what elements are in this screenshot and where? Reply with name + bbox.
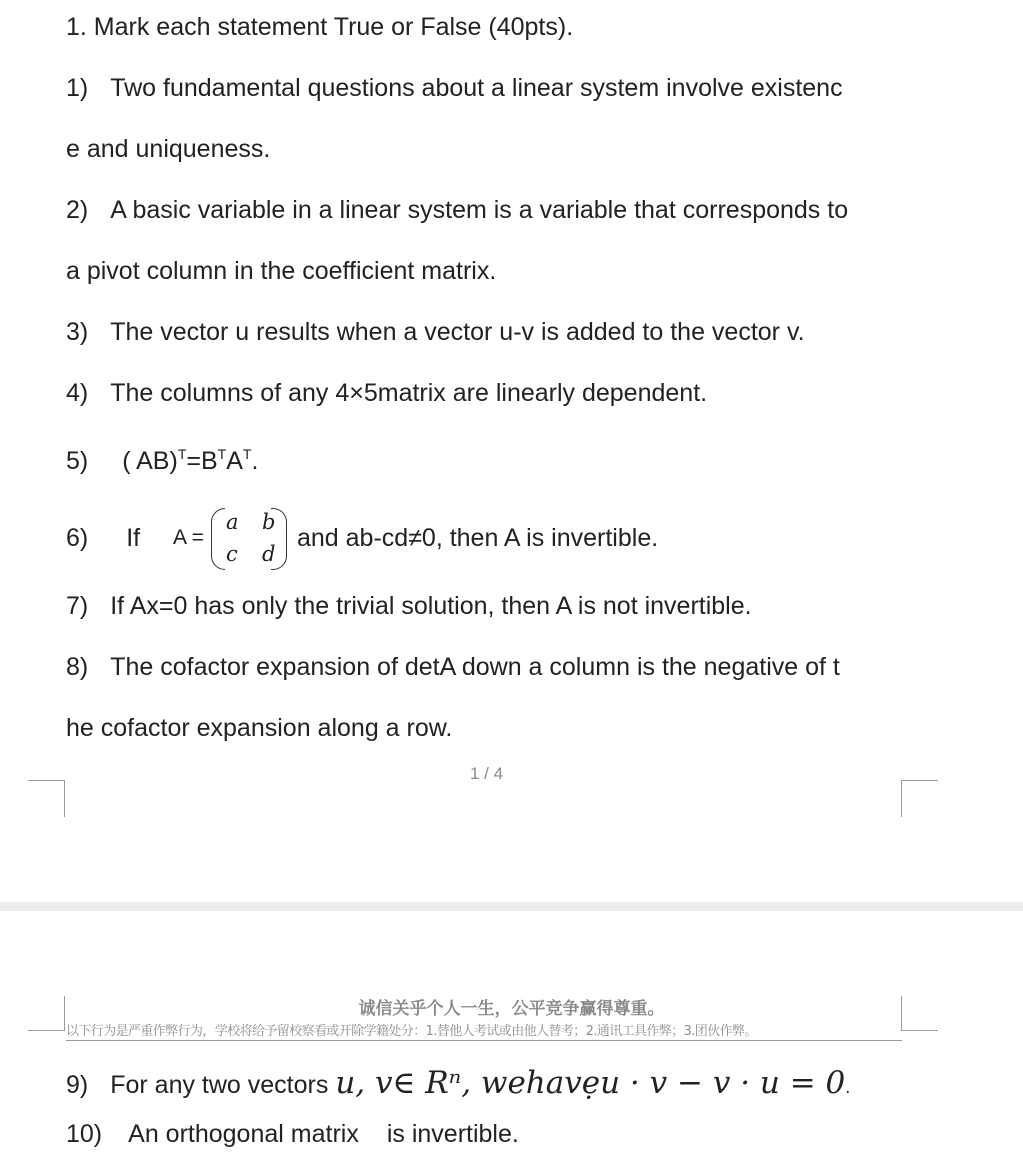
period: . [251,447,259,475]
statement-5 [66,439,258,476]
header-note: 以下行为是严重作弊行为，学校将给予留校察看或开除学籍处分：1.替他人考试或由他人替考；2.通讯工具作弊；3.团伙作弊。 [66,1024,757,1039]
item-number: 6) [66,524,89,552]
item-number: 2) [66,196,89,224]
statement-text-cont: is invertible. [386,1120,519,1148]
matrix-a [173,506,293,572]
statement-6 [66,523,140,553]
statement-1-cont: e and uniqueness. [66,135,271,163]
page-separator [0,902,1023,911]
statement-text: An orthogonal matrix [128,1120,359,1148]
sup-t: T [242,446,252,462]
matrix-cell: b [262,510,276,534]
statement-6-rest: and ab-cd≠0, then A is invertible. [297,524,659,552]
transpose-a: A [226,447,243,475]
item-number: 4) [66,379,89,407]
statement-3 [66,317,805,347]
sup-t: T [177,446,187,462]
statement-1 [66,73,843,103]
item-number: 5) [66,447,89,475]
statement-4 [66,378,707,408]
section-heading: 1. Mark each statement True or False (40pts). [66,13,574,41]
statement-text: If Ax=0 has only the trivial solution, then A is not invertible. [110,592,752,620]
matrix-cell: d [262,542,276,566]
header-rule [66,1040,902,1041]
page-number: 1 / 4 [470,764,504,783]
statement-9 [66,1065,851,1102]
item-number: 1) [66,74,89,102]
statement-text: The cofactor expansion of detA down a column is the negative of t [110,653,840,681]
statement-text: A basic variable in a linear system is a variable that corresponds to [110,196,849,224]
statement-text: For any two vectors [110,1071,329,1099]
math-expression: u, v∈ Rⁿ, wehavẹu · v − v · u = 0 [335,1065,846,1101]
item-number: 9) [66,1071,89,1099]
crop-mark [28,780,65,817]
transpose-b: =B [186,447,218,475]
statement-7 [66,591,752,621]
statement-text: The vector u results when a vector u-v is added to the vector v. [110,318,805,346]
matrix-cell: c [226,542,238,566]
crop-mark [901,780,938,817]
statement-2 [66,195,848,225]
statement-text: Two fundamental questions about a linear system involve existenc [110,74,843,102]
left-paren [211,508,225,570]
item-number: 3) [66,318,89,346]
transpose-lhs: ( AB) [122,447,178,475]
if-word: If [126,524,141,552]
statement-10 [66,1119,519,1149]
statement-8 [66,652,840,682]
right-paren [271,508,287,570]
item-number: 10) [66,1120,103,1148]
header-title: 诚信关乎个人一生，公平竞争赢得尊重。 [358,999,665,1019]
statement-2-cont: a pivot column in the coefficient matrix. [66,257,497,285]
statement-text: The columns of any 4×5matrix are linearly dependent. [110,379,708,407]
item-number: 8) [66,653,89,681]
item-number: 7) [66,592,89,620]
matrix-cell: a [226,510,239,534]
period: . [845,1077,851,1097]
statement-8-cont: he cofactor expansion along a row. [66,714,453,742]
sup-t: T [217,446,227,462]
matrix-label: A = [173,526,204,549]
